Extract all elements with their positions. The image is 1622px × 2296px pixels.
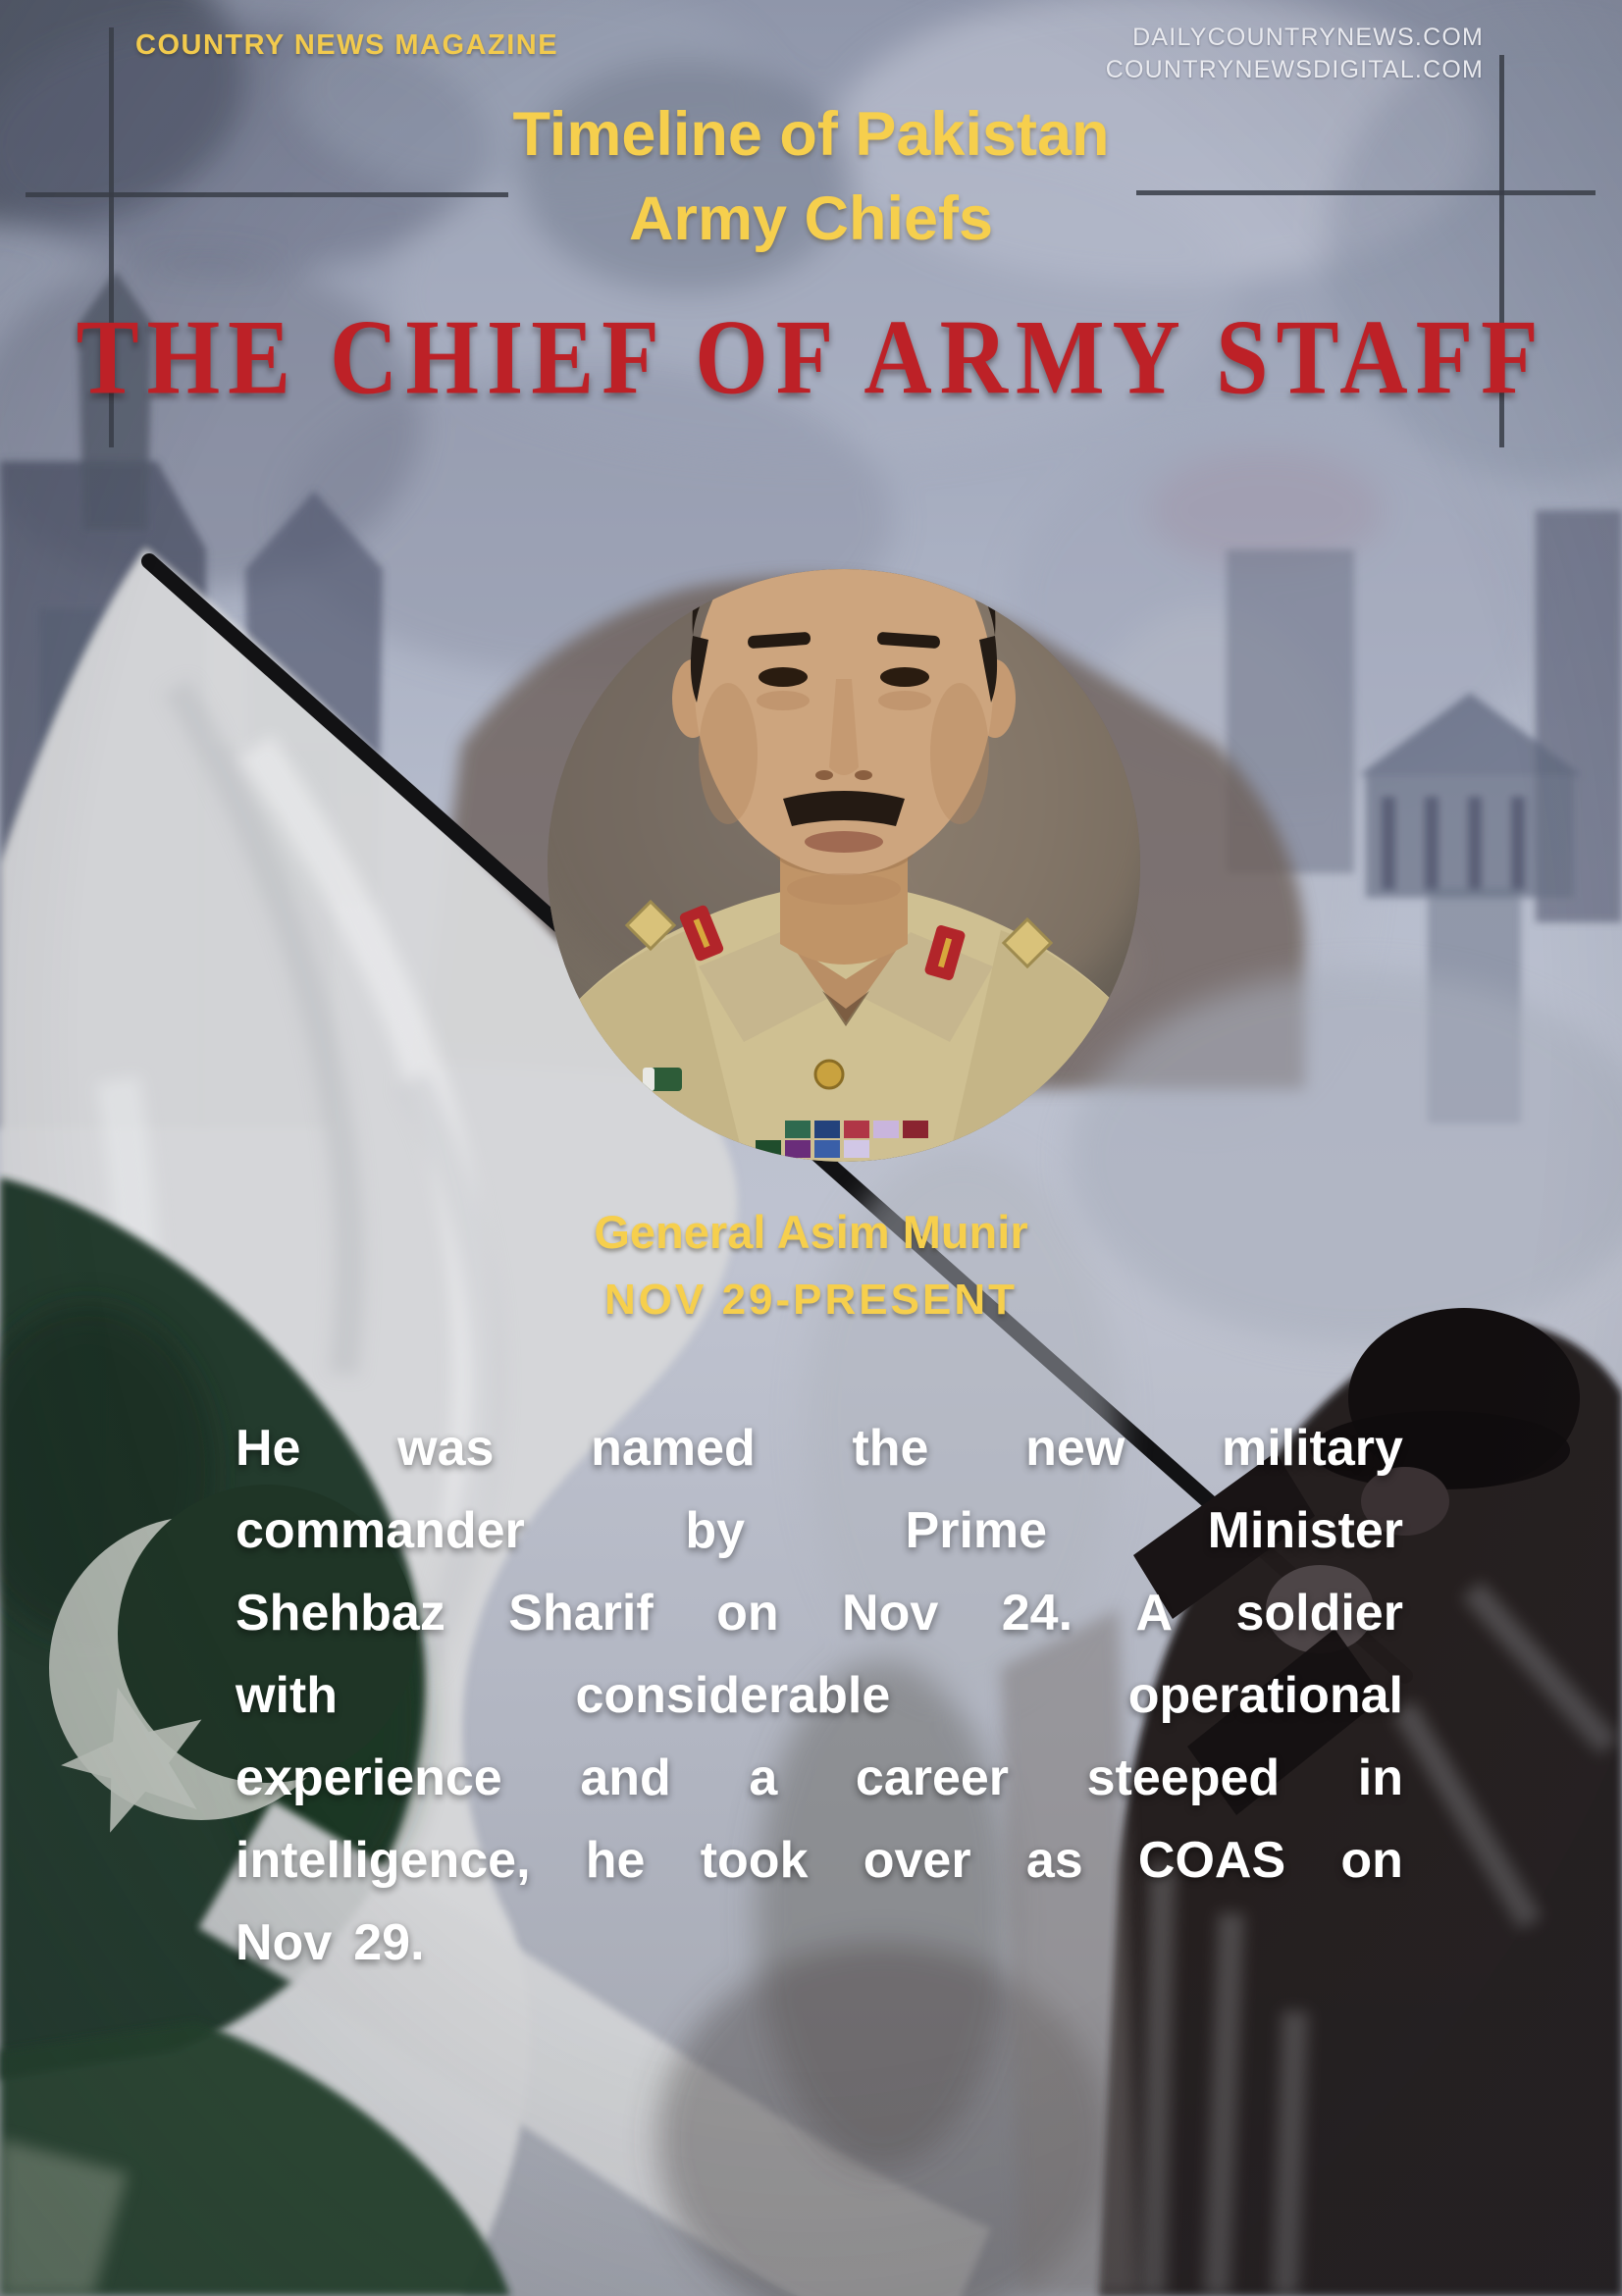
- website-url-secondary: COUNTRYNEWSDIGITAL.COM: [1105, 56, 1484, 83]
- portrait-caption-name: General Asim Munir: [594, 1206, 1028, 1258]
- body-line: intelligence, he took over as COAS on: [235, 1832, 1403, 1889]
- body-text: [235, 1419, 1403, 1996]
- website-urls: [1106, 22, 1484, 86]
- kicker-line-2: Army Chiefs: [628, 184, 994, 253]
- body-line: with considerable operational: [235, 1667, 1403, 1724]
- body-line: experience and a career steeped in: [235, 1749, 1403, 1806]
- magazine-name: COUNTRY NEWS MAGAZINE: [135, 29, 559, 61]
- main-title: [0, 296, 1622, 417]
- body-line: commander by Prime Minister: [235, 1502, 1403, 1559]
- body-line: Nov 29.: [235, 1914, 425, 1971]
- main-title-text: THE CHIEF OF ARMY STAFF: [76, 298, 1546, 417]
- body-line: He was named the new military: [235, 1420, 1403, 1477]
- portrait-caption-tenure: NOV 29-PRESENT: [604, 1276, 1018, 1324]
- body-line: Shehbaz Sharif on Nov 24. A soldier: [235, 1585, 1403, 1642]
- kicker-line-1: Timeline of Pakistan: [512, 100, 1110, 169]
- kicker-title: [0, 92, 1622, 261]
- website-url-primary: DAILYCOUNTRYNEWS.COM: [1132, 24, 1484, 51]
